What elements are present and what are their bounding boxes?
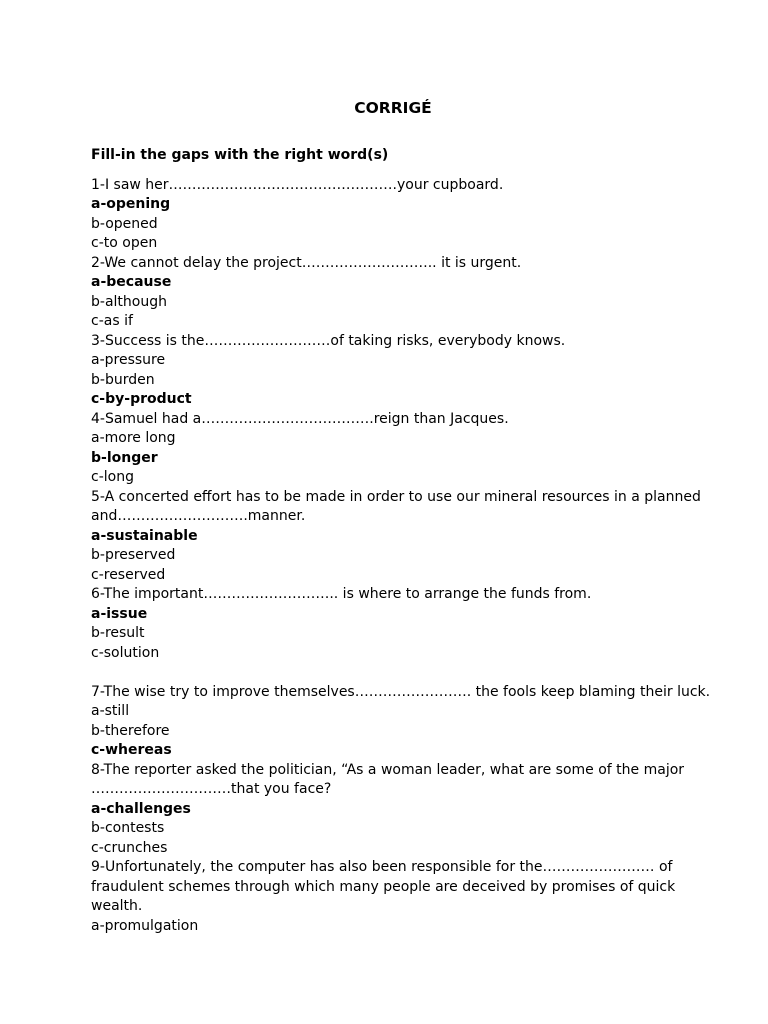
answer-option: c-long [91,469,134,485]
question-text: 6-The important……………………….. is where to arrange the funds from. [91,586,592,602]
answer-option: c-reserved [91,566,166,583]
correct-answer-option: a-challenges [91,800,191,817]
correct-answer-option: a-sustainable [91,527,198,544]
answer-option: b-opened [91,215,158,232]
answer-option: c-solution [91,644,160,661]
correct-answer-option: a-issue [91,605,148,622]
answer-option: b-preserved [91,547,176,563]
answer-option: b-result [91,625,145,641]
question-text: …………………………that you face? [91,781,332,797]
question-text: 7-The wise try to improve themselves……………………. the fools keep blaming their luck. [91,683,711,700]
correct-answer-option: a-because [91,274,172,290]
document-body [91,146,711,936]
answer-option: b-contests [91,820,165,836]
correct-answer-option: a-opening [91,196,171,212]
answer-option: b-burden [91,371,155,388]
question-text: 9-Unfortunately, the computer has also been responsible for the…………………… of [91,859,673,875]
answer-option: c-crunches [91,839,168,856]
answer-option: b-therefore [91,722,170,739]
question-text: 8-The reporter asked the politician, “As a woman leader, what are some of the major [91,761,685,778]
correct-answer-option: c-by-product [91,391,192,407]
question-text: 2-We cannot delay the project……………………….. it is urgent. [91,254,522,271]
question-list [91,176,711,937]
question-text: 5-A concerted effort has to be made in order to use our mineral resources in a planned [91,488,701,505]
question-text: 1-I saw her………………………………………….your cupboard. [91,176,504,193]
page-title: CORRIGÉ [354,99,432,117]
answer-option: a-promulgation [91,917,199,934]
question-text: and……………………….manner. [91,508,306,524]
answer-option: a-still [91,703,130,719]
correct-answer-option: c-whereas [91,742,172,758]
question-text: 3-Success is the………………………of taking risks, everybody knows. [91,332,566,349]
answer-option: a-more long [91,430,176,446]
question-text: fraudulent schemes through which many people are deceived by promises of quick [91,878,676,895]
question-text: 4-Samuel had a……………………………….reign than Jacques. [91,410,509,427]
answer-option: c-to open [91,235,158,251]
answer-option: c-as if [91,313,133,329]
answer-option: b-although [91,293,167,310]
answer-option: a-pressure [91,352,166,368]
question-text: wealth. [91,898,143,914]
correct-answer-option: b-longer [91,449,158,466]
blank-line [91,663,701,683]
exercise-instruction: Fill-in the gaps with the right word(s) [91,147,389,163]
